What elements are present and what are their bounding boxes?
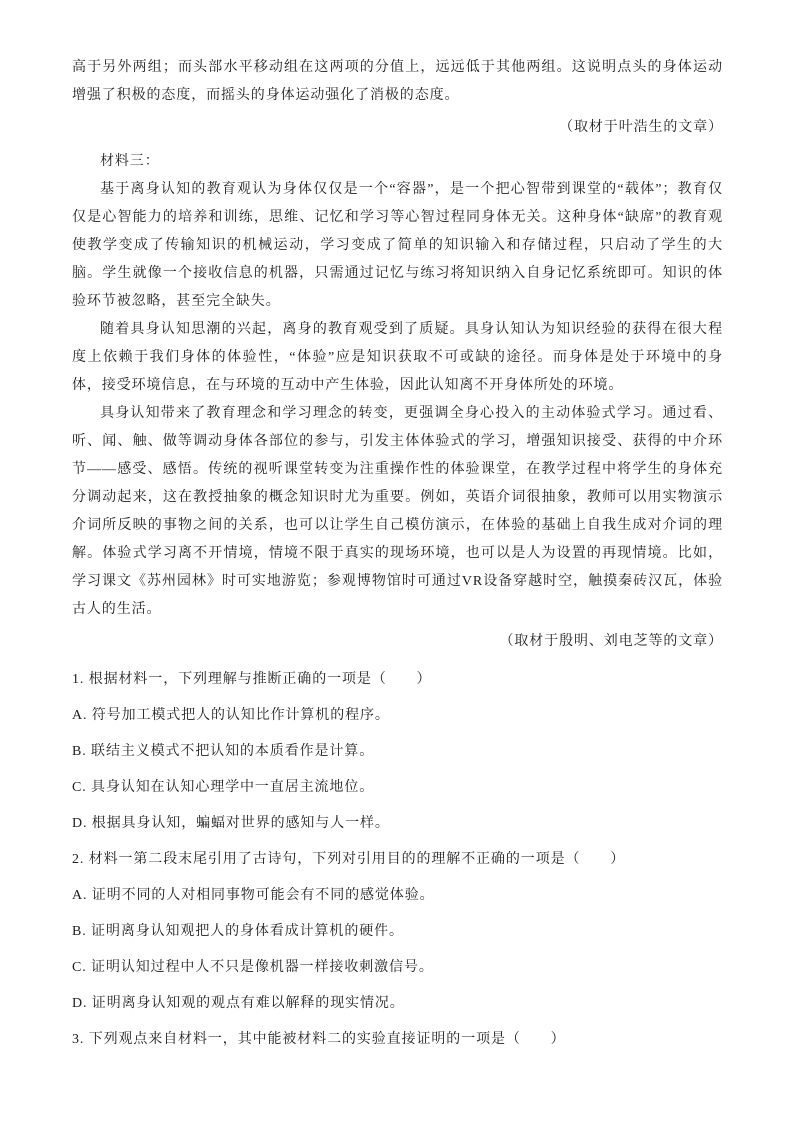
question-1-option-a: A. 符号加工模式把人的认知比作计算机的程序。 [72,708,390,723]
question-1-option-c: C. 具身认知在认知心理学中一直居主流地位。 [72,780,375,795]
question-1-option-d: D. 根据具身认知，蝙蝠对世界的感知与人一样。 [72,816,390,831]
attribution-material3: （取材于殷明、刘电芝等的文章） [499,634,723,649]
attribution-material2: （取材于叶浩生的文章） [559,120,723,135]
question-2-option-a: A. 证明不同的人对相同事物可能会有不同的感觉体验。 [72,888,435,903]
question-2-stem: 2. 材料一第二段末尾引用了古诗句，下列对引用目的的理解不正确的一项是（ ） [72,852,626,867]
material3-paragraph-2: 随着具身认知思潮的兴起，离身的教育观受到了质疑。具身认知认为知识经验的获得在很大程度上依赖于我们身体的体验性，“体验”应是知识获取不可或缺的途径。而身体是处于环境中的身体，接受环境信息，在与环境的互动中产生体验，因此认知离不开身体所处的环境。 [72,322,723,393]
question-3-stem: 3. 下列观点来自材料一，其中能被材料二的实验直接证明的一项是（ ） [72,1032,566,1047]
material3-paragraph-1: 基于离身认知的教育观认为身体仅仅是一个“容器”，是一个把心智带到课堂的“载体”；教育仅仅是心智能力的培养和训练，思维、记忆和学习等心智过程同身体无关。这种身体“缺席”的教育观使教学变成了传输知识的机械运动，学习变成了简单的知识输入和存储过程，只启动了学生的大脑。学生就像一个接收信息的机器，只需通过记忆与练习将知识纳入自身记忆系统即可。知识的体验环节被忽略，甚至完全缺失。 [72,182,723,309]
paragraph-continuation: 高于另外两组；而头部水平移动组在这两项的分值上，远远低于其他两组。这说明点头的身体运动增强了积极的态度，而摇头的身体运动强化了消极的态度。 [72,60,723,103]
material3-paragraph-3: 具身认知带来了教育理念和学习理念的转变，更强调全身心投入的主动体验式学习。通过看、听、闻、触、做等调动身体各部位的参与，引发主体体验式的学习，增强知识接受、获得的中介环节——感受、感悟。传统的视听课堂转变为注重操作性的体验课堂，在教学过程中将学生的身体充分调动起来，这在教授抽象的概念知识时尤为重要。例如，英语介词很抽象，教师可以用实物演示介词所反映的事物之间的关系，也可以让学生自己模仿演示，在体验的基础上自我生成对介词的理解。体验式学习离不开情境，情境不限于真实的现场环境，也可以是人为设置的再现情境。比如，学习课文《苏州园林》时可实地游览；参观博物馆时可通过VR设备穿越时空，触摸秦砖汉瓦，体验古人的生活。 [72,406,723,617]
question-1-stem: 1. 根据材料一，下列理解与推断正确的一项是（ ） [72,672,432,687]
questions-section [72,662,723,1058]
question-2-option-d: D. 证明离身认知观的观点有难以解释的现实情况。 [72,996,405,1011]
question-1-option-b: B. 联结主义模式不把认知的本质看作是计算。 [72,744,375,759]
question-2-option-b: B. 证明离身认知观把人的身体看成计算机的硬件。 [72,924,404,939]
question-2-option-c: C. 证明认知过程中人不只是像机器一样接收刺激信号。 [72,960,434,975]
material3-heading: 材料三： [100,154,160,169]
